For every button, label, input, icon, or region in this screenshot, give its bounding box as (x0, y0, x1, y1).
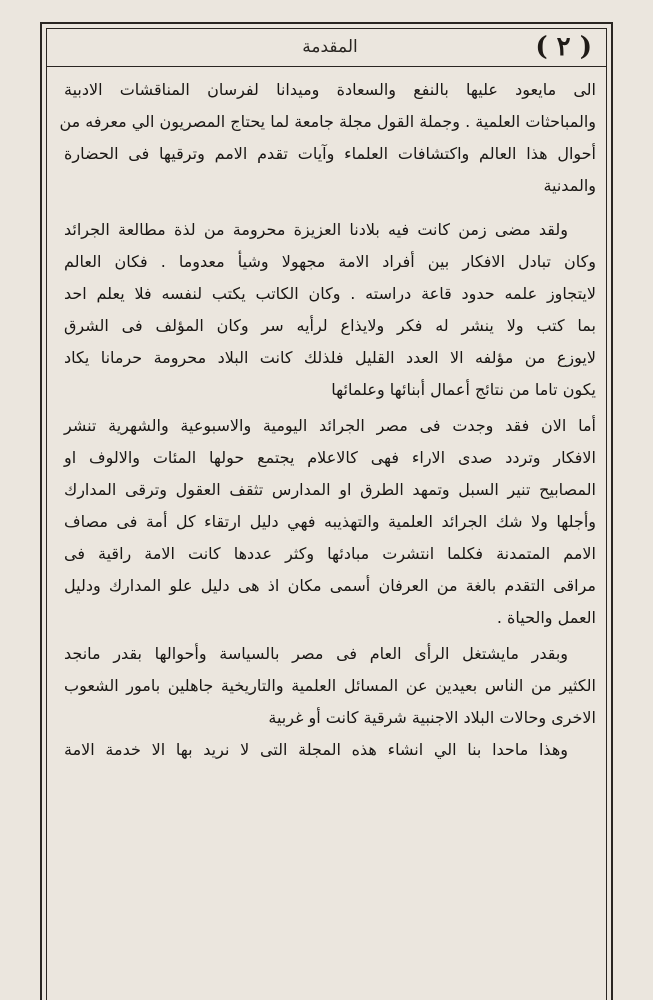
paragraph (64, 638, 596, 766)
text-line: الاخرى وحالات البلاد الاجنبية شرقية كانت أو غربية (268, 708, 596, 727)
text-line: أما الان فقد وجدت فى مصر الجرائد اليومية والاسبوعية والشهرية تنشر (64, 416, 596, 435)
text-line: الافكار وتردد صدى الاراء فهى كالاعلام يجتمع حولها المئات والالوف او (64, 448, 596, 467)
page-number: ( ٢ ) (535, 32, 592, 62)
text-line: لايوزع من مؤلفه الا العدد القليل فلذلك كانت البلاد محرومة حرمانا يكاد (64, 348, 596, 367)
text-line: بما كتب ولا ينشر له فكر ولايذاع لرأيه سر وكان المؤلف فى الشرق (64, 316, 596, 335)
text-line: الى مايعود عليها بالنفع والسعادة وميدانا لفرسان المناقشات الادبية (64, 80, 596, 99)
text-line: وكان تبادل الافكار بين أفراد الامة مجهولا وشيأ معدوما . فكان العالم (64, 252, 596, 271)
page-header (60, 30, 600, 64)
text-line: أحوال هذا العالم واكتشافات العلماء وآيات تقدم الامم وترقيها فى الحضارة (64, 144, 596, 163)
paragraph (64, 214, 596, 406)
text-line: لايتجاوز علمه حدود قاعة دراسته . وكان الكاتب يكتب لنفسه فلا يعلم احد (64, 284, 596, 303)
text-line: وأجلها ولا شك الجرائد العلمية والتهذيبه فهي دليل ارتقاء كل أمة فى مصاف (64, 512, 596, 531)
paragraph (64, 410, 596, 634)
header-divider (46, 66, 607, 67)
text-line: مراقى التقدم بالغة من العرفان أسمى مكان اذ هى دليل علو المدارك ودليل (64, 576, 596, 595)
text-line: الامم المتمدنة فكلما انتشرت مبادئها وكثر عددها كانت الامة راقية فى (64, 544, 596, 563)
text-line: الكثير من الناس بعيدين عن المسائل العلمية والتاريخية جاهلين بامور الشعوب (64, 676, 596, 695)
text-line: المصابيح تنير السبل وتمهد الطرق او المدارس تثقف العقول وترقى المدارك (64, 480, 596, 499)
text-line: وبقدر مايشتغل الرأى العام فى مصر بالسياسة وأحوالها بقدر مانجد (64, 644, 568, 663)
text-line: يكون تاما من نتائج أعمال أبنائها وعلمائها (331, 380, 596, 399)
page-body (59, 74, 596, 766)
running-title: المقدمة (302, 37, 358, 57)
text-line: ولقد مضى زمن كانت فيه بلادنا العزيزة محرومة من لذة مطالعة الجرائد (64, 220, 568, 239)
text-line: العمل والحياة . (496, 608, 596, 627)
text-line: وهذا ماحدا بنا الي انشاء هذه المجلة التى لا نريد بها الا خدمة الامة (64, 740, 568, 759)
text-line: والمدنية (543, 176, 596, 195)
paragraph (59, 74, 596, 202)
text-line: والمباحثات العلمية . وجملة القول مجلة جامعة لما يحتاج المصريون الي معرفه من (59, 112, 596, 131)
